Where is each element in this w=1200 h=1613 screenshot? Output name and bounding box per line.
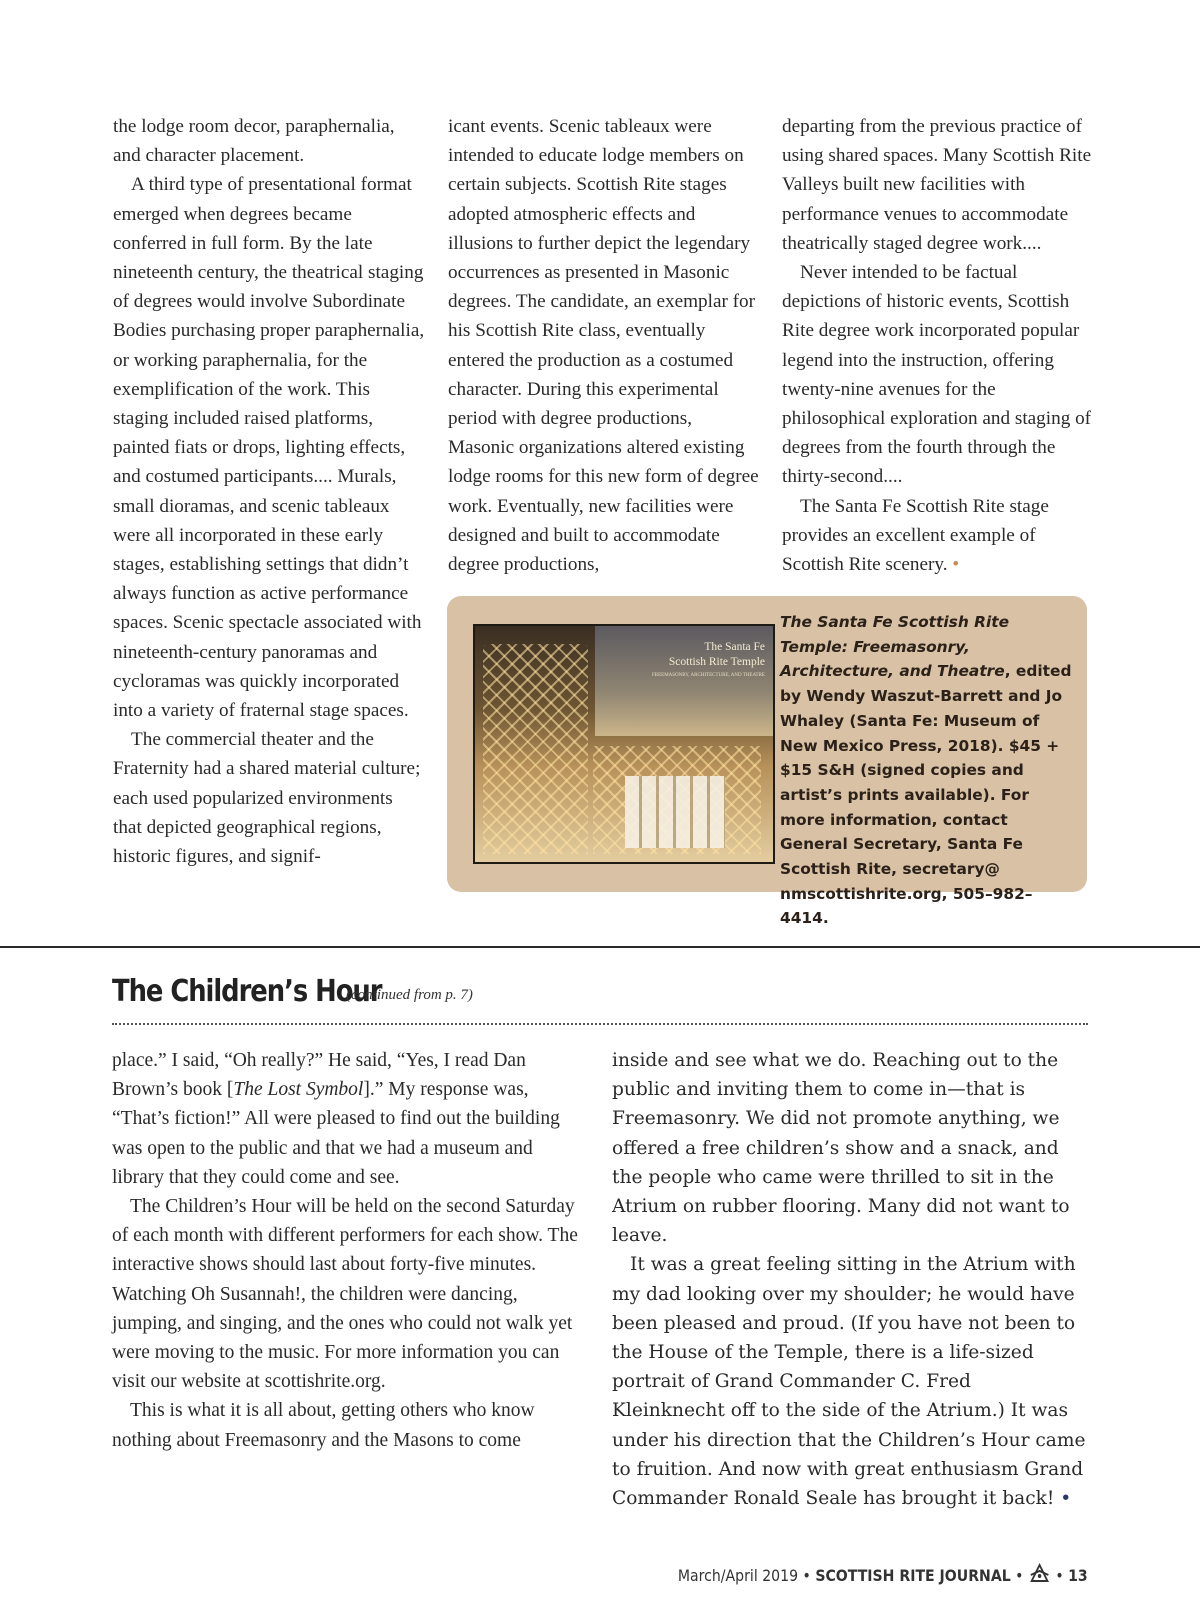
book-description bbox=[780, 610, 1072, 931]
cover-stage-screen bbox=[625, 776, 725, 848]
article-paragraph-text: The Santa Fe Scottish Rite stage provides an excellent example of Scottish Rite scenery. bbox=[782, 495, 1049, 576]
book-title: The Santa Fe Scottish Rite Temple: Freemasonry, Architecture, and Theatre bbox=[780, 613, 1010, 681]
section-title: The Children’s Hour bbox=[112, 974, 382, 1009]
article-column-2 bbox=[448, 112, 760, 579]
section-paragraph: The Children’s Hour will be held on the second Saturday of each month with different performers for each show. The interactive shows should last about forty-five minutes. Watching Oh Susannah!, the children were dancing, jumping, and singing, and the ones who could not walk yet were moving to the music. For more information you can visit our website at scottishrite.org. bbox=[112, 1196, 578, 1393]
book-details: , edited by Wendy Waszut-Barrett and Jo Whaley (Santa Fe: Museum of New Mexico Press, 2018). $45 + $15 S&H (signed copies and artist’s prints available). For more information, contact General Secretary, Santa Fe Scottish Rite, secretary@ nmscottishrite.org, 505–982–4414. bbox=[780, 662, 1072, 928]
journal-name: SCOTTISH RITE JOURNAL bbox=[815, 1566, 1011, 1585]
page-footer bbox=[678, 1563, 1088, 1589]
section-paragraph-last bbox=[612, 1250, 1088, 1513]
article-column-3 bbox=[782, 112, 1094, 579]
article-column-1 bbox=[113, 112, 425, 871]
cover-title bbox=[605, 640, 765, 670]
double-eagle-emblem-icon bbox=[1028, 1563, 1051, 1589]
page-number: 13 bbox=[1068, 1566, 1088, 1585]
article-paragraph: the lodge room decor, paraphernalia, and character placement. bbox=[113, 116, 395, 167]
article-paragraph: departing from the previous practice of using shared spaces. Many Scottish Rite Valleys built new facilities with performance venues to accommodate theatrically staged degree work.... bbox=[782, 116, 1092, 254]
section-text: It was a great feeling sitting in the Atrium with my dad looking over my shoulder; he would have been pleased and proud. (If you have not been to the House of the Temple, there is a life-sized portrait of Grand Commander C. Fred Kleinknecht off to the side of the Atrium.) It was under his direction that the Children’s Hour came to fruition. And now with great enthusiasm Grand Commander Ronald Seale has brought it back! bbox=[612, 1254, 1086, 1510]
article-paragraph: The commercial theater and the Fraternity had a shared material culture; each used popularized environments that depicted geographical regions, historic figures, and signif- bbox=[113, 729, 421, 868]
dotted-divider bbox=[112, 1023, 1088, 1025]
footer-separator: • bbox=[1015, 1566, 1024, 1585]
article-paragraph: icant events. Scenic tableaux were intended to educate lodge members on certain subjects. Scottish Rite stages adopted atmospheric effects and illusions to further depict the legendary occurrences as presented in Masonic degrees. The candidate, an exemplar for his Scottish Rite class, eventually entered the production as a costumed character. During this experimental period with degree productions, Masonic organizations altered existing lodge rooms for this new form of degree work. Eventually, new facilities were designed and built to accommodate degree productions, bbox=[448, 116, 759, 576]
end-mark-icon: • bbox=[1060, 1488, 1072, 1510]
section-text: ].” My response was, “That’s fiction!” All were pleased to find out the building was open to the public and that we had a museum and library that they could come and see. bbox=[112, 1079, 560, 1188]
section-column-1 bbox=[112, 1046, 582, 1455]
section-text: place.” I said, “Oh really?” He said, “Yes, I read Dan Brown’s book [ bbox=[112, 1050, 526, 1101]
article-paragraph: Never intended to be factual depictions of historic events, Scottish Rite degree work incorporated popular legend into the instruction, offering twenty-nine avenues for the philosophical exploration and staging of degrees from the fourth through the thirty-second.... bbox=[782, 262, 1092, 488]
article-paragraph: A third type of presentational format emerged when degrees became conferred in full form. By the late nineteenth century, the theatrical staging of degrees would involve Subordinate Bodies purchasing proper paraphernalia, or working paraphernalia, for the exemplification of the work. This staging included raised platforms, painted fiats or drops, lighting effects, and costumed participants.... Murals, small dioramas, and scenic tableaux were all incorporated in these early stages, establishing settings that didn’t always function as active performance spaces. Scenic spectacle associated with nineteenth-century panoramas and cycloramas was quickly incorporated into a variety of fraternal stage spaces. bbox=[113, 174, 425, 722]
footer-separator: • bbox=[1055, 1566, 1064, 1585]
end-mark-icon: • bbox=[952, 554, 960, 576]
cover-title-line: Scottish Rite Temple bbox=[668, 656, 765, 668]
cover-title-line: The Santa Fe bbox=[704, 641, 765, 653]
continued-note: (continued from p. 7) bbox=[346, 987, 473, 1003]
section-divider bbox=[0, 946, 1200, 948]
article-paragraph-last bbox=[782, 492, 1094, 580]
issue-date: March/April 2019 bbox=[678, 1566, 799, 1585]
section-paragraph bbox=[112, 1046, 582, 1192]
footer-separator: • bbox=[802, 1566, 812, 1585]
cover-subtitle: FREEMASONRY, ARCHITECTURE, AND THEATRE bbox=[651, 673, 765, 678]
book-promo-box bbox=[447, 596, 1087, 928]
book-cover-image bbox=[473, 624, 775, 864]
book-reference: The Lost Symbol bbox=[233, 1079, 364, 1101]
section-paragraph: inside and see what we do. Reaching out to the public and inviting them to come in—that is Freemasonry. We did not promote anything, we offered a free children’s show and a snack, and the people who came were thrilled to sit in the Atrium on rubber flooring. Many did not want to leave. bbox=[612, 1050, 1070, 1247]
section-paragraph: This is what it is all about, getting others who know nothing about Freemasonry and the Masons to come bbox=[112, 1400, 535, 1451]
lattice-screen-left bbox=[483, 644, 588, 854]
section-column-2 bbox=[612, 1046, 1088, 1513]
